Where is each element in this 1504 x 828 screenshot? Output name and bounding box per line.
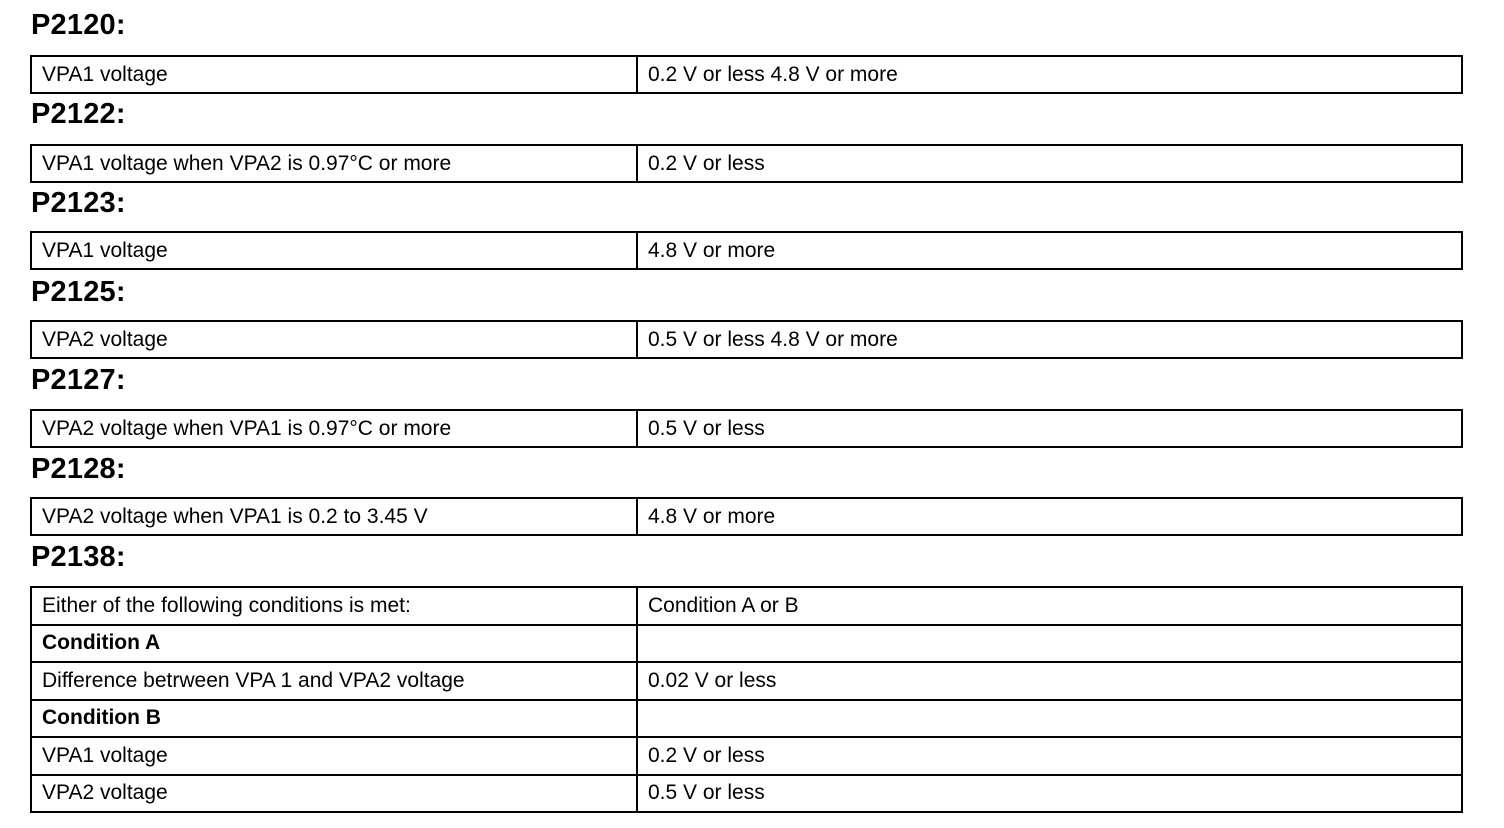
condition-cell: Either of the following conditions is met:	[31, 587, 637, 625]
condition-table	[30, 144, 1463, 183]
condition-table	[30, 586, 1463, 813]
value-cell: 0.5 V or less 4.8 V or more	[637, 321, 1462, 358]
condition-table	[30, 409, 1463, 448]
table-row	[31, 145, 1462, 182]
table-row	[31, 498, 1462, 535]
condition-cell: Difference betrween VPA 1 and VPA2 voltage	[31, 662, 637, 700]
dtc-code-heading: P2123:	[31, 187, 126, 219]
value-cell: 0.5 V or less	[637, 410, 1462, 447]
condition-cell: VPA2 voltage	[31, 775, 637, 813]
condition-cell: VPA1 voltage	[31, 737, 637, 775]
condition-cell: VPA2 voltage when VPA1 is 0.97°C or more	[31, 410, 637, 447]
table-row	[31, 775, 1462, 813]
condition-table	[30, 497, 1463, 536]
condition-table	[30, 320, 1463, 359]
condition-cell: VPA1 voltage when VPA2 is 0.97°C or more	[31, 145, 637, 182]
value-cell: 0.5 V or less	[637, 775, 1462, 813]
table-row	[31, 700, 1462, 738]
dtc-code-heading: P2122:	[31, 98, 126, 130]
value-cell	[637, 625, 1462, 663]
condition-cell: VPA1 voltage	[31, 232, 637, 269]
condition-cell: VPA2 voltage when VPA1 is 0.2 to 3.45 V	[31, 498, 637, 535]
value-cell: 4.8 V or more	[637, 232, 1462, 269]
dtc-code-heading: P2127:	[31, 364, 126, 396]
table-row	[31, 625, 1462, 663]
table-row	[31, 662, 1462, 700]
condition-group-label: Condition A	[31, 625, 637, 663]
value-cell: 0.2 V or less 4.8 V or more	[637, 56, 1462, 93]
table-row	[31, 321, 1462, 358]
value-cell: 0.02 V or less	[637, 662, 1462, 700]
condition-table	[30, 55, 1463, 94]
condition-cell: VPA2 voltage	[31, 321, 637, 358]
value-cell	[637, 700, 1462, 738]
table-row	[31, 56, 1462, 93]
condition-table	[30, 231, 1463, 270]
table-row	[31, 232, 1462, 269]
dtc-code-heading: P2125:	[31, 276, 126, 308]
dtc-code-heading: P2138:	[31, 541, 126, 573]
dtc-code-heading: P2120:	[31, 9, 126, 41]
value-cell: 0.2 V or less	[637, 145, 1462, 182]
value-cell: 4.8 V or more	[637, 498, 1462, 535]
condition-cell: VPA1 voltage	[31, 56, 637, 93]
dtc-code-heading: P2128:	[31, 453, 126, 485]
condition-group-label: Condition B	[31, 700, 637, 738]
table-row	[31, 737, 1462, 775]
value-cell: Condition A or B	[637, 587, 1462, 625]
table-row	[31, 587, 1462, 625]
value-cell: 0.2 V or less	[637, 737, 1462, 775]
table-row	[31, 410, 1462, 447]
